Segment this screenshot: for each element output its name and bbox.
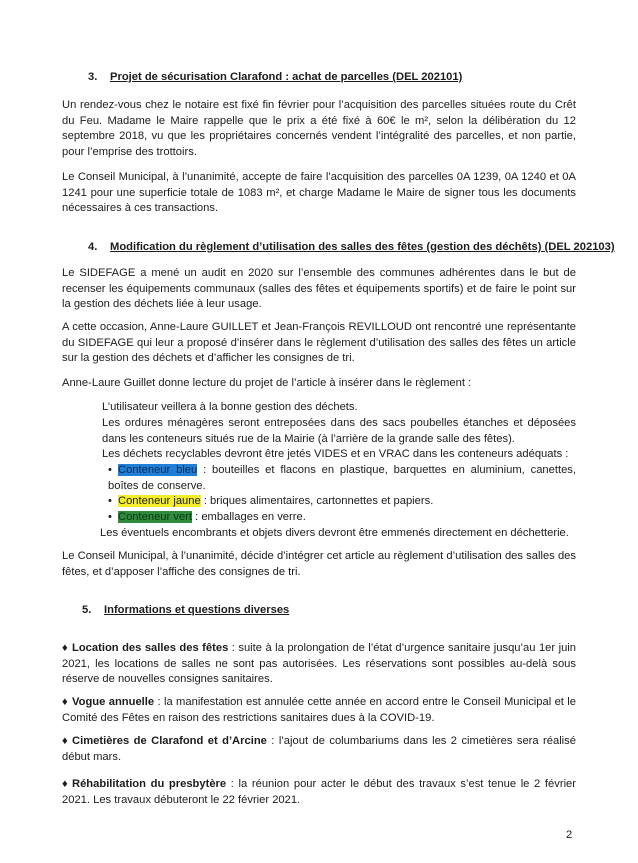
info-item-location [62,641,576,688]
section-4-number: 4. [88,241,98,253]
section-4-paragraph-4: Le Conseil Municipal, à l’unanimité, décide d’intégrer cet article au règlement d’utilisation des salles des fêtes, et d’apposer l’affiche des consignes de tri. [62,550,576,578]
label-conteneur-jaune: Conteneur jaune [118,495,201,507]
section-5-title: Informations et questions diverses [104,604,290,616]
text-conteneur-bleu: : bouteilles et flacons en plastique, barquettes en aluminium, canettes, boîtes de conserve. [108,464,576,492]
text-conteneur-jaune: : briques alimentaires, cartonnettes et papiers. [200,495,434,507]
diamond-icon: ♦ [62,696,68,708]
bullet-conteneur-bleu [108,463,576,494]
diamond-icon: ♦ [62,642,68,654]
info-item-text: : suite à la prolongation de l’état d’urgence sanitaire jusqu’au 1er juin 2021, les locations de salles ne sont pas autorisées. Les réservations sont possibles au-delà sous réserve de nouvelles consignes sanitaires. [62,642,576,686]
section-3-number: 3. [88,71,98,83]
section-3-paragraph-1: Un rendez-vous chez le notaire est fixé fin février pour l’acquisition des parcelles situées route du Crêt du Feu. Madame le Maire rappelle que le prix a été fixé à 60€ le m², selon la délibération du 12 septembre 2018, vu que les propriétaires concernés vendent l’intégralité des parcelles, et non partie, pour l’emprise des trottoirs. [62,99,576,158]
bullet-marker: • [108,495,112,507]
info-item-title: Location des salles des fêtes [72,642,229,654]
section-3-paragraph-2: Le Conseil Municipal, à l’unanimité, accepte de faire l’acquisition des parcelles 0A 1239, 0A 1240 et 0A 1241 pour une superficie totale de 1083 m², et charge Madame le Maire de signer tous les documents nécessaires à ces transactions. [62,171,576,215]
article-line-2: Les ordures ménagères seront entreposées dans des sacs poubelles étanches et déposées dans les conteneurs situés rue de la Mairie (à l’arrière de la grande salle des fêtes). [102,417,576,445]
bullet-conteneur-vert [108,510,576,526]
info-item-title: Cimetières de Clarafond et d’Arcine [72,735,267,747]
bullet-marker: • [108,511,112,523]
section-4-title: Modification du règlement d’utilisation des salles des fêtes (gestion des déchêts) (DEL 202103) [110,241,615,253]
bullet-conteneur-jaune [108,494,576,510]
article-line-3: Les déchets recyclables devront être jetés VIDES et en VRAC dans les conteneurs adéquats : [102,448,569,460]
section-4-paragraph-2: A cette occasion, Anne-Laure GUILLET et Jean-François REVILLOUD ont rencontré une représentante du SIDEFAGE qui leur a proposé d’insérer dans le règlement d’utilisation des salles des fêtes un article sur la gestion des déchets et d’afficher les consignes de tri. [62,321,576,365]
info-item-text: : la réunion pour acter le début des travaux s’est tenue le 2 février 2021. Les travaux débuteront le 22 février 2021. [62,778,577,806]
section-3-title: Projet de sécurisation Clarafond : achat de parcelles (DEL 202101) [110,71,463,83]
section-4-paragraph-3: Anne-Laure Guillet donne lecture du projet de l’article à insérer dans le règlement : [62,377,472,389]
diamond-icon: ♦ [62,778,68,790]
bullet-marker: • [108,464,112,476]
article-line-4: Les éventuels encombrants et objets divers devront être emmenés directement en déchetterie. [100,527,569,539]
info-item-title: Vogue annuelle [72,696,155,708]
label-conteneur-bleu: Conteneur bleu [118,464,198,476]
section-5-heading [82,603,289,619]
section-4-paragraph-1: Le SIDEFAGE a mené un audit en 2020 sur l’ensemble des communes adhérentes dans le but de recenser les équipements communaux (salles des fêtes et équipements sportifs) et de faire le point sur la gestion des déchets liée à leur usage. [62,267,576,311]
info-item-text: : la manifestation est annulée cette année en accord entre le Conseil Municipal et le Comité des Fêtes en raison des restrictions sanitaires dues à la COVID-19. [62,696,576,724]
info-item-title: Réhabilitation du presbytère [72,778,227,790]
section-5-number: 5. [82,604,92,616]
diamond-icon: ♦ [62,735,68,747]
section-4-heading [88,240,615,256]
section-3-heading [88,70,462,86]
page-number: 2 [566,829,573,841]
label-conteneur-vert: Conteneur vert [118,511,193,523]
article-line-1: L’utilisateur veillera à la bonne gestion des déchets. [102,401,358,413]
info-item-text: : l’ajout de columbariums dans les 2 cimetières sera réalisé début mars. [62,735,576,763]
text-conteneur-vert: : emballages en verre. [192,511,306,523]
info-item-vogue [62,695,576,726]
info-item-presbytere [62,777,576,808]
info-item-cimetieres [62,734,576,765]
